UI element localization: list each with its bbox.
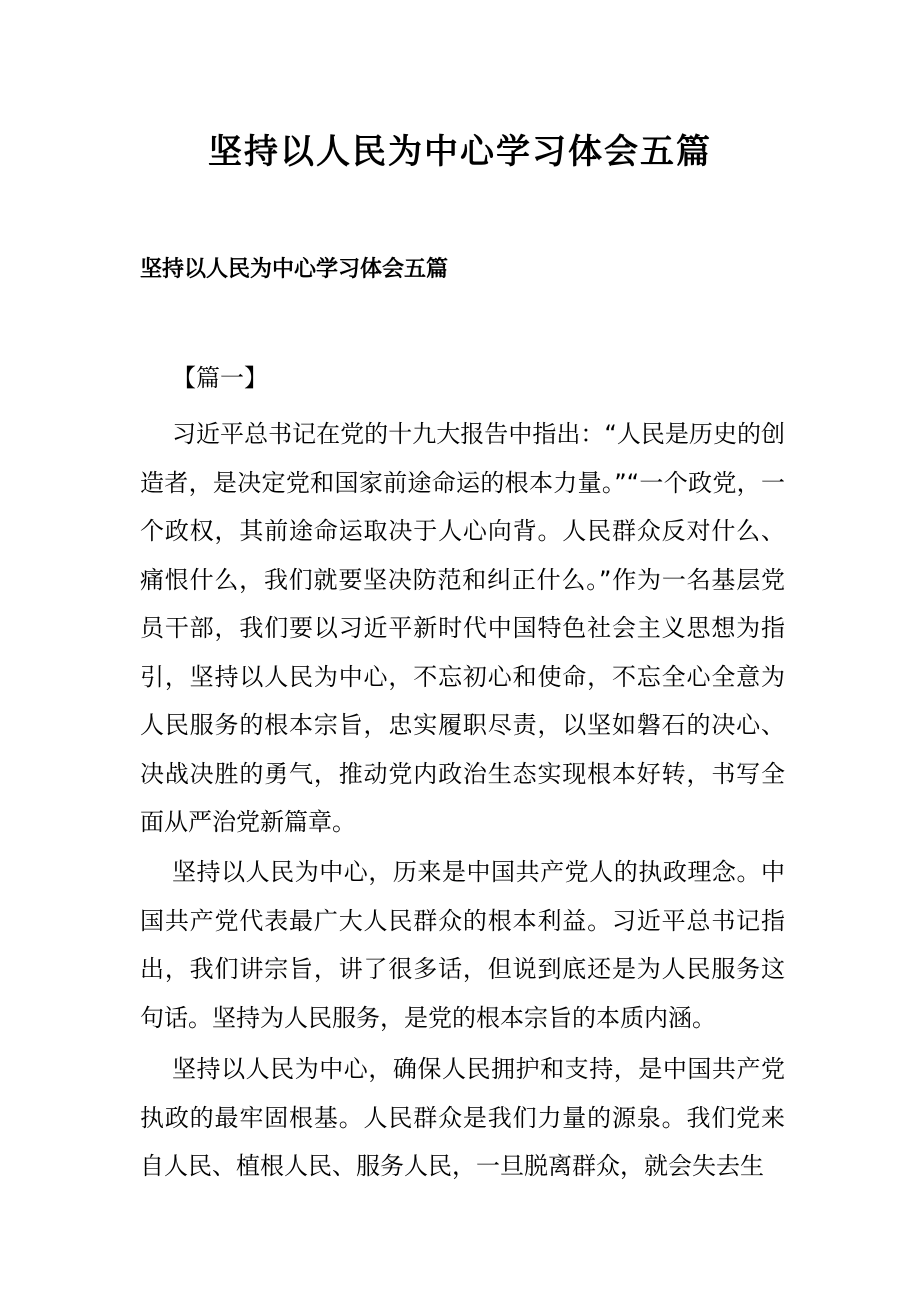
paragraph-3: 坚持以人民为中心，确保人民拥护和支持，是中国共产党执政的最牢固根基。人民群众是我们力量的源泉。我们党来自人民、植根人民、服务人民，一旦脱离群众，就会失去生 <box>140 1055 785 1180</box>
document-subtitle: 坚持以人民为中心学习体会五篇 <box>140 257 449 282</box>
paragraph-1: 习近平总书记在党的十九大报告中指出：“人民是历史的创造者，是决定党和国家前途命运的根本力量。”“一个政党，一个政权，其前途命运取决于人心向背。人民群众反对什么、痛恨什么，我们就要坚决防范和纠正什么。”作为一名基层党员干部，我们要以习近平新时代中国特色社会主义思想为指引，坚持以人民为中心，不忘初心和使命，不忘全心全意为人民服务的根本宗旨，忠实履职尽责，以坚如磐石的决心、决战决胜的勇气，推动党内政治生态实现根本好转，书写全面从严治党新篇章。 <box>140 420 785 836</box>
document-title: 坚持以人民为中心学习体会五篇 <box>208 132 712 172</box>
section-label: 【篇一】 <box>172 364 268 392</box>
paragraph-2: 坚持以人民为中心，历来是中国共产党人的执政理念。中国共产党代表最广大人民群众的根本利益。习近平总书记指出，我们讲宗旨，讲了很多话，但说到底还是为人民服务这句话。坚持为人民服务，是党的根本宗旨的本质内涵。 <box>140 858 785 1032</box>
